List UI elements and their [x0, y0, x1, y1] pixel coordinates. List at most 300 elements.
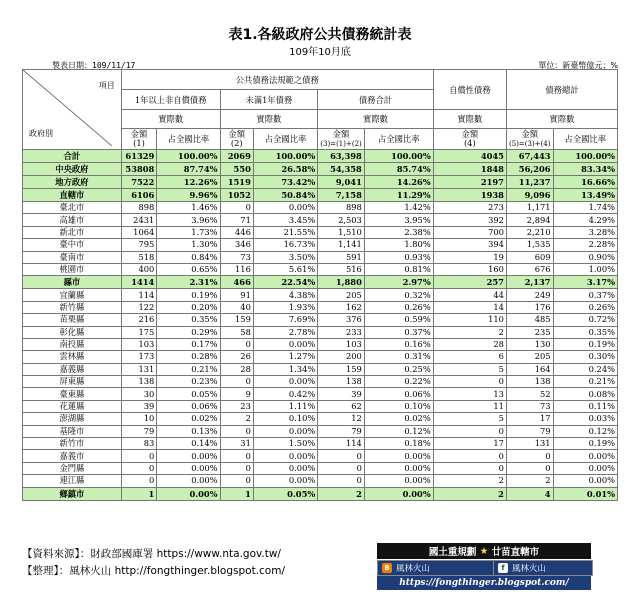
table-cell: 50.84% — [253, 189, 317, 202]
table-cell: 233 — [318, 326, 365, 338]
table-cell: 16.66% — [553, 176, 617, 189]
table-cell: 2431 — [121, 214, 157, 226]
table-cell: 19 — [433, 251, 506, 263]
table-cell: 1,171 — [506, 202, 553, 214]
table-cell: 0.02% — [364, 413, 433, 425]
table-cell: 0.26% — [553, 301, 617, 313]
table-cell: 0.37% — [364, 326, 433, 338]
under-1y-header: 未滿1年債務 — [220, 90, 318, 110]
table-cell: 87.74% — [157, 163, 220, 176]
table-cell: 0.35% — [157, 314, 220, 326]
table-cell: 216 — [121, 314, 157, 326]
table-cell: 52 — [506, 388, 553, 400]
table-cell: 0 — [433, 462, 506, 474]
table-cell: 4.29% — [553, 214, 617, 226]
table-row — [23, 314, 618, 326]
table-cell: 0.00% — [253, 475, 317, 487]
table-cell: 130 — [506, 338, 553, 350]
table-cell: 550 — [220, 163, 253, 176]
table-cell: 54,358 — [318, 163, 365, 176]
table-cell: 11.29% — [364, 189, 433, 202]
table-row — [23, 338, 618, 350]
row-label: 中央政府 — [23, 163, 122, 176]
table-cell: 0 — [220, 475, 253, 487]
table-cell: 3.45% — [253, 214, 317, 226]
table-cell: 6 — [433, 351, 506, 363]
item-header: 項目 — [98, 81, 115, 90]
table-cell: 0.00% — [553, 462, 617, 474]
blogger-link[interactable] — [377, 560, 497, 576]
table-cell: 91 — [220, 289, 253, 301]
row-label: 嘉義市 — [23, 450, 122, 462]
table-row — [23, 214, 618, 226]
table-row — [23, 400, 618, 412]
report-date: 製表日期：109/11/17 — [52, 61, 136, 70]
table-cell: 4045 — [433, 150, 506, 163]
table-cell: 1.34% — [253, 363, 317, 375]
promo-banner[interactable] — [377, 543, 591, 559]
table-cell: 1 — [121, 487, 157, 500]
table-cell: 0.12% — [553, 425, 617, 437]
table-cell: 0.18% — [364, 438, 433, 450]
table-cell: 160 — [433, 263, 506, 275]
table-cell: 0.20% — [157, 301, 220, 313]
table-cell: 0 — [433, 425, 506, 437]
table-cell: 58 — [220, 326, 253, 338]
table-cell: 0.25% — [364, 363, 433, 375]
actual-header: 實際數 — [220, 110, 318, 129]
table-cell: 0.02% — [157, 413, 220, 425]
row-label: 連江縣 — [23, 475, 122, 487]
table-row — [23, 475, 618, 487]
table-cell: 0 — [220, 450, 253, 462]
table-cell: 0 — [220, 425, 253, 437]
table-cell: 131 — [121, 363, 157, 375]
table-cell: 1.93% — [253, 301, 317, 313]
table-cell: 0.05% — [253, 487, 317, 500]
table-cell: 0.59% — [364, 314, 433, 326]
table-cell: 162 — [318, 301, 365, 313]
table-row — [23, 239, 618, 251]
ratio-header: 占全國比率 — [157, 129, 220, 150]
table-cell: 176 — [506, 301, 553, 313]
table-cell: 0.72% — [553, 314, 617, 326]
table-cell: 1,510 — [318, 226, 365, 238]
table-cell: 39 — [121, 400, 157, 412]
table-cell: 0.42% — [253, 388, 317, 400]
table-cell: 235 — [506, 326, 553, 338]
blogger-label: 風林火山 — [396, 564, 431, 574]
table-cell: 0.13% — [157, 425, 220, 437]
table-cell: 0 — [220, 202, 253, 214]
table-cell: 61329 — [121, 150, 157, 163]
table-cell: 1 — [220, 487, 253, 500]
table-cell: 2,894 — [506, 214, 553, 226]
table-cell: 1,535 — [506, 239, 553, 251]
table-cell: 346 — [220, 239, 253, 251]
table-row — [23, 276, 618, 289]
table-cell: 0.84% — [157, 251, 220, 263]
table-cell: 2.38% — [364, 226, 433, 238]
table-cell: 17 — [506, 413, 553, 425]
table-row — [23, 462, 618, 474]
table-cell: 44 — [433, 289, 506, 301]
table-cell: 5 — [433, 413, 506, 425]
table-cell: 0.06% — [364, 388, 433, 400]
table-cell: 0 — [318, 450, 365, 462]
table-cell: 0.90% — [553, 251, 617, 263]
table-cell: 159 — [318, 363, 365, 375]
table-cell: 0.16% — [364, 338, 433, 350]
table-cell: 200 — [318, 351, 365, 363]
row-label: 南投縣 — [23, 338, 122, 350]
table-cell: 1.11% — [253, 400, 317, 412]
over-1y-header: 1年以上非自償債務 — [121, 90, 220, 110]
table-cell: 9,096 — [506, 189, 553, 202]
table-cell: 85.74% — [364, 163, 433, 176]
table-cell: 0.32% — [364, 289, 433, 301]
table-cell: 2.97% — [364, 276, 433, 289]
table-cell: 138 — [506, 376, 553, 388]
table-cell: 11 — [433, 400, 506, 412]
actual-header: 實際數 — [433, 110, 506, 129]
table-cell: 0.06% — [157, 400, 220, 412]
actual-header: 實際數 — [318, 110, 433, 129]
amount-header: 金額 (4) — [433, 129, 506, 150]
table-cell: 1,141 — [318, 239, 365, 251]
table-row — [23, 263, 618, 275]
table-cell: 0.37% — [553, 289, 617, 301]
table-cell: 2,210 — [506, 226, 553, 238]
table-cell: 0 — [220, 338, 253, 350]
table-cell: 13.49% — [553, 189, 617, 202]
table-cell: 0 — [121, 475, 157, 487]
table-cell: 30 — [121, 388, 157, 400]
table-cell: 13 — [433, 388, 506, 400]
table-cell: 1.42% — [364, 202, 433, 214]
table-cell: 9.96% — [157, 189, 220, 202]
table-cell: 0.23% — [157, 376, 220, 388]
row-label: 地方政府 — [23, 176, 122, 189]
table-cell: 205 — [318, 289, 365, 301]
table-cell: 0.00% — [553, 475, 617, 487]
table-cell: 2 — [506, 475, 553, 487]
table-cell: 2,137 — [506, 276, 553, 289]
table-cell: 22.54% — [253, 276, 317, 289]
facebook-icon: f — [498, 563, 508, 573]
table-cell: 0.22% — [364, 376, 433, 388]
table-cell: 9,041 — [318, 176, 365, 189]
row-label: 縣市 — [23, 276, 122, 289]
table-cell: 71 — [220, 214, 253, 226]
row-label: 雲林縣 — [23, 351, 122, 363]
debt-total-header: 債務合計 — [318, 90, 433, 110]
region-header: 政府別 — [29, 129, 53, 138]
table-row — [23, 326, 618, 338]
amount-header: 金額 (3)=(1)+(2) — [318, 129, 365, 150]
page-title: 表1.各級政府公共債務統計表 — [228, 27, 412, 43]
table-cell: 23 — [220, 400, 253, 412]
table-cell: 2 — [433, 487, 506, 500]
table-cell: 205 — [506, 351, 553, 363]
table-cell: 3.96% — [157, 214, 220, 226]
table-cell: 4 — [506, 487, 553, 500]
table-cell: 1,880 — [318, 276, 365, 289]
table-cell: 0 — [318, 462, 365, 474]
amount-header: 金額 (1) — [121, 129, 157, 150]
blog-url-link[interactable]: https://fongthinger.blogspot.com/ — [377, 576, 591, 590]
table-cell: 2069 — [220, 150, 253, 163]
table-cell: 4.38% — [253, 289, 317, 301]
table-cell: 0 — [220, 462, 253, 474]
table-row — [23, 425, 618, 437]
table-cell: 795 — [121, 239, 157, 251]
table-cell: 83.34% — [553, 163, 617, 176]
table-cell: 0.05% — [157, 388, 220, 400]
table-cell: 0.00% — [364, 487, 433, 500]
table-cell: 273 — [433, 202, 506, 214]
table-cell: 591 — [318, 251, 365, 263]
table-cell: 1.73% — [157, 226, 220, 238]
table-cell: 67,443 — [506, 150, 553, 163]
table-row — [23, 487, 618, 500]
table-cell: 31 — [220, 438, 253, 450]
table-cell: 7522 — [121, 176, 157, 189]
table-cell: 700 — [433, 226, 506, 238]
table-cell: 0.10% — [364, 400, 433, 412]
table-cell: 2.28% — [553, 239, 617, 251]
row-label: 合計 — [23, 150, 122, 163]
table-cell: 1848 — [433, 163, 506, 176]
table-cell: 0.21% — [553, 376, 617, 388]
table-cell: 73.42% — [253, 176, 317, 189]
table-row — [23, 176, 618, 189]
table-cell: 138 — [318, 376, 365, 388]
table-cell: 28 — [220, 363, 253, 375]
row-label: 臺南市 — [23, 251, 122, 263]
table-cell: 73 — [506, 400, 553, 412]
table-body — [23, 150, 618, 501]
table-row — [23, 450, 618, 462]
table-cell: 1.50% — [253, 438, 317, 450]
table-cell: 131 — [506, 438, 553, 450]
table-cell: 5 — [433, 363, 506, 375]
table-cell: 0 — [318, 475, 365, 487]
table-row — [23, 351, 618, 363]
table-row — [23, 163, 618, 176]
table-cell: 12.26% — [157, 176, 220, 189]
row-label: 高雄市 — [23, 214, 122, 226]
row-label: 新北市 — [23, 226, 122, 238]
table-cell: 73 — [220, 251, 253, 263]
table-cell: 0.00% — [364, 462, 433, 474]
table-cell: 394 — [433, 239, 506, 251]
table-cell: 103 — [318, 338, 365, 350]
table-cell: 100.00% — [364, 150, 433, 163]
banner-right: 廿苗直轄市 — [491, 547, 540, 558]
table-cell: 1414 — [121, 276, 157, 289]
table-cell: 26.58% — [253, 163, 317, 176]
table-cell: 2,503 — [318, 214, 365, 226]
row-label: 苗栗縣 — [23, 314, 122, 326]
unit-note: 單位：新臺幣億元；% — [538, 61, 618, 70]
table-cell: 10 — [121, 413, 157, 425]
table-cell: 376 — [318, 314, 365, 326]
table-cell: 12 — [318, 413, 365, 425]
row-label: 花蓮縣 — [23, 400, 122, 412]
table-cell: 0.10% — [253, 413, 317, 425]
table-row — [23, 388, 618, 400]
table-cell: 0.21% — [157, 363, 220, 375]
row-label: 澎湖縣 — [23, 413, 122, 425]
table-cell: 485 — [506, 314, 553, 326]
table-cell: 14.26% — [364, 176, 433, 189]
facebook-label: 風林火山 — [512, 564, 547, 574]
table-cell: 0.93% — [364, 251, 433, 263]
table-row — [23, 251, 618, 263]
table-cell: 1052 — [220, 189, 253, 202]
table-cell: 138 — [121, 376, 157, 388]
table-cell: 0.03% — [553, 413, 617, 425]
table-cell: 0.00% — [157, 475, 220, 487]
grand-total-header: 債務總計 — [506, 70, 617, 110]
table-cell: 898 — [318, 202, 365, 214]
table-cell: 21.55% — [253, 226, 317, 238]
table-cell: 1938 — [433, 189, 506, 202]
table-cell: 6106 — [121, 189, 157, 202]
table-cell: 0.00% — [253, 462, 317, 474]
page-subtitle: 109年10月底 — [289, 47, 351, 58]
row-label: 臺北市 — [23, 202, 122, 214]
table-cell: 0.01% — [553, 487, 617, 500]
table-cell: 0 — [506, 462, 553, 474]
table-cell: 17 — [433, 438, 506, 450]
table-cell: 0.19% — [553, 338, 617, 350]
ratio-header: 占全國比率 — [253, 129, 317, 150]
table-cell: 116 — [220, 263, 253, 275]
table-cell: 2 — [433, 475, 506, 487]
table-cell: 446 — [220, 226, 253, 238]
table-cell: 898 — [121, 202, 157, 214]
table-cell: 0 — [433, 376, 506, 388]
table-cell: 56,206 — [506, 163, 553, 176]
row-label: 直轄市 — [23, 189, 122, 202]
row-label: 基隆市 — [23, 425, 122, 437]
table-cell: 173 — [121, 351, 157, 363]
table-cell: 0.30% — [553, 351, 617, 363]
table-row — [23, 150, 618, 163]
table-cell: 0.19% — [157, 289, 220, 301]
table-cell: 0.00% — [253, 425, 317, 437]
table-cell: 0.00% — [253, 450, 317, 462]
table-cell: 62 — [318, 400, 365, 412]
table-cell: 2 — [220, 413, 253, 425]
table-cell: 3.28% — [553, 226, 617, 238]
star-icon: ★ — [479, 545, 489, 557]
editor-note: 【整理】：風林火山 http://fongthinger.blogspot.com/ — [22, 565, 286, 577]
table-cell: 0.08% — [553, 388, 617, 400]
table-cell: 100.00% — [157, 150, 220, 163]
table-row — [23, 226, 618, 238]
table-cell: 0.28% — [157, 351, 220, 363]
table-cell: 9 — [220, 388, 253, 400]
table-cell: 0.00% — [253, 202, 317, 214]
ratio-header: 占全國比率 — [553, 129, 617, 150]
public-debt-header: 公共債務法規範之債務 — [121, 70, 433, 90]
table-cell: 0.29% — [157, 326, 220, 338]
table-row — [23, 301, 618, 313]
table-cell: 2.78% — [253, 326, 317, 338]
table-cell: 159 — [220, 314, 253, 326]
table-cell: 0.00% — [157, 462, 220, 474]
table-cell: 0.17% — [157, 338, 220, 350]
table-cell: 100.00% — [253, 150, 317, 163]
table-cell: 400 — [121, 263, 157, 275]
table-cell: 2.31% — [157, 276, 220, 289]
table-cell: 518 — [121, 251, 157, 263]
table-cell: 26 — [220, 351, 253, 363]
table-cell: 14 — [433, 301, 506, 313]
table-cell: 0.00% — [364, 450, 433, 462]
table-cell: 16.73% — [253, 239, 317, 251]
table-cell: 0.11% — [553, 400, 617, 412]
row-label: 新竹市 — [23, 438, 122, 450]
table-row — [23, 363, 618, 375]
row-label: 新竹縣 — [23, 301, 122, 313]
table-cell: 0 — [220, 376, 253, 388]
table-cell: 103 — [121, 338, 157, 350]
table-cell: 0.65% — [157, 263, 220, 275]
table-cell: 79 — [506, 425, 553, 437]
table-cell: 466 — [220, 276, 253, 289]
table-cell: 2 — [433, 326, 506, 338]
table-cell: 63,398 — [318, 150, 365, 163]
table-cell: 3.50% — [253, 251, 317, 263]
table-row — [23, 413, 618, 425]
table-cell: 110 — [433, 314, 506, 326]
table-cell: 39 — [318, 388, 365, 400]
row-label: 臺東縣 — [23, 388, 122, 400]
table-cell: 83 — [121, 438, 157, 450]
table-cell: 28 — [433, 338, 506, 350]
amount-header: 金額 (5)=(3)+(4) — [506, 129, 553, 150]
table-cell: 0.12% — [364, 425, 433, 437]
row-label: 屏東縣 — [23, 376, 122, 388]
table-cell: 0.24% — [553, 363, 617, 375]
table-cell: 0.26% — [364, 301, 433, 313]
row-label: 金門縣 — [23, 462, 122, 474]
table-cell: 2197 — [433, 176, 506, 189]
table-cell: 5.61% — [253, 263, 317, 275]
table-cell: 1519 — [220, 176, 253, 189]
table-cell: 0.14% — [157, 438, 220, 450]
row-label: 彰化縣 — [23, 326, 122, 338]
row-label: 鄉鎮市 — [23, 487, 122, 500]
ratio-header: 占全國比率 — [364, 129, 433, 150]
table-cell: 249 — [506, 289, 553, 301]
table-cell: 1.74% — [553, 202, 617, 214]
table-cell: 53808 — [121, 163, 157, 176]
source-note: 【資料來源】：財政部國庫署 https://www.nta.gov.tw/ — [22, 548, 281, 560]
table-cell: 79 — [121, 425, 157, 437]
banner-left: 國土重規劃 — [428, 547, 477, 558]
facebook-link[interactable] — [493, 560, 593, 576]
table-cell: 1.46% — [157, 202, 220, 214]
table-row — [23, 202, 618, 214]
table-cell: 164 — [506, 363, 553, 375]
table-cell: 2 — [318, 487, 365, 500]
table-cell: 3.95% — [364, 214, 433, 226]
